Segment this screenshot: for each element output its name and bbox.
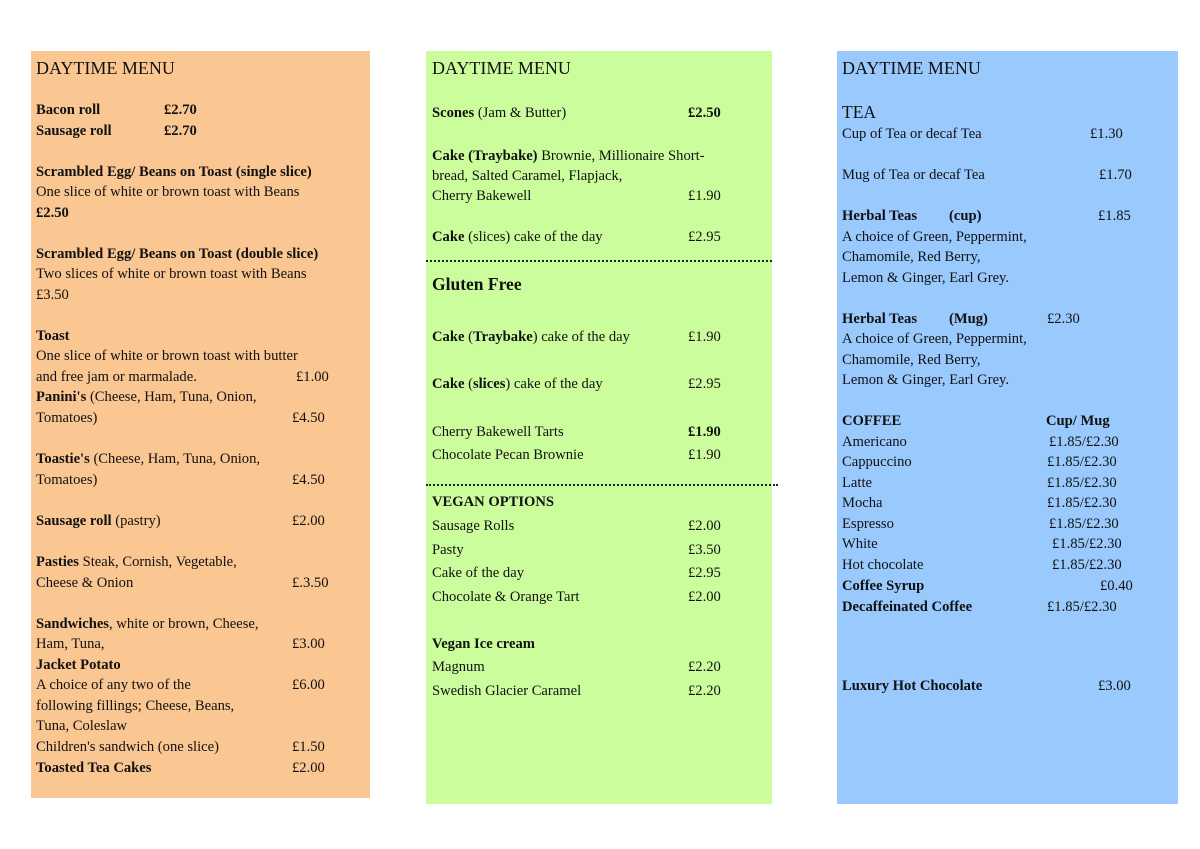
item-description: Lemon & Ginger, Earl Grey. [842, 372, 1010, 388]
item-price: £6.00 [292, 677, 325, 693]
item-price: £1.90 [688, 188, 721, 204]
item-price: £1.85/£2.30 [1052, 536, 1122, 552]
item-name: Luxury Hot Chocolate [842, 678, 983, 694]
item-name: Jacket Potato [36, 657, 121, 673]
list-item: Cappuccino [842, 454, 912, 470]
item-price: £1.90 [688, 329, 721, 345]
item-price: £2.95 [688, 376, 721, 392]
item-description: Two slices of white or brown toast with Beans [36, 266, 307, 282]
item-price: £2.00 [688, 518, 721, 534]
item-price: £2.20 [688, 659, 721, 675]
list-item: Espresso [842, 516, 894, 532]
item-price: £1.85/£2.30 [1052, 557, 1122, 573]
item-description: Tomatoes) [36, 472, 98, 488]
item-description: One slice of white or brown toast with butter [36, 348, 298, 364]
list-item: Cake of the day [432, 565, 524, 581]
item-description: Chamomile, Red Berry, [842, 249, 981, 265]
item-price: £2.00 [688, 589, 721, 605]
section-heading: Vegan Ice cream [432, 636, 535, 652]
item-price: £2.00 [292, 513, 325, 529]
list-item: Pasty [432, 542, 464, 558]
item-description: A choice of Green, Peppermint, [842, 331, 1027, 347]
item-name: Cherry Bakewell Tarts [432, 424, 564, 440]
section-heading: TEA [842, 102, 877, 122]
item-heading: Cake (Traybake) cake of the day [432, 329, 630, 345]
list-item: Magnum [432, 659, 485, 675]
item-price: £1.50 [292, 739, 325, 755]
item-price: £1.70 [1099, 167, 1132, 183]
section-heading: Gluten Free [432, 274, 522, 294]
item-name: Cup of Tea or decaf Tea [842, 126, 982, 142]
item-heading: Scrambled Egg/ Beans on Toast (double slice) [36, 246, 319, 262]
item-name: Chocolate Pecan Brownie [432, 447, 584, 463]
item-heading: Sandwiches, white or brown, Cheese, [36, 616, 259, 632]
item-name: Toast [36, 328, 70, 344]
item-heading: Cake (slices) cake of the day [432, 229, 603, 245]
item-description: bread, Salted Caramel, Flapjack, [432, 168, 623, 184]
item-name: Decaffeinated Coffee [842, 599, 973, 615]
item-price: £0.40 [1100, 578, 1133, 594]
item-price: £1.90 [688, 424, 721, 440]
item-heading: Panini's (Cheese, Ham, Tuna, Onion, [36, 389, 257, 405]
item-price: £1.85/£2.30 [1047, 599, 1117, 615]
item-description: Lemon & Ginger, Earl Grey. [842, 270, 1010, 286]
list-item: Sausage Rolls [432, 518, 515, 534]
list-item: White [842, 536, 878, 552]
item-heading: Toastie's (Cheese, Ham, Tuna, Onion, [36, 451, 261, 467]
section-divider [426, 260, 772, 262]
item-price: £2.50 [36, 205, 69, 221]
item-heading: Sausage roll (pastry) [36, 513, 161, 529]
item-price: £1.85 [1098, 208, 1131, 224]
item-heading: Scones (Jam & Butter) [432, 105, 567, 121]
item-description: A choice of any two of the [36, 677, 191, 693]
item-size: (Mug) [949, 311, 988, 327]
section-divider [426, 484, 778, 486]
item-price: £2.70 [164, 123, 197, 139]
item-price: £1.30 [1090, 126, 1123, 142]
item-price: £2.95 [688, 229, 721, 245]
section-heading: COFFEE [842, 413, 902, 429]
list-item: Hot chocolate [842, 557, 924, 573]
item-price: £2.00 [292, 760, 325, 776]
item-size: (cup) [949, 208, 982, 224]
item-price: £1.85/£2.30 [1047, 475, 1117, 491]
item-price: £2.20 [688, 683, 721, 699]
item-heading: Cake (slices) cake of the day [432, 376, 603, 392]
item-price: £3.00 [1098, 678, 1131, 694]
item-name: Sausage roll [36, 123, 112, 139]
item-description: One slice of white or brown toast with Beans [36, 184, 300, 200]
item-description: Tuna, Coleslaw [36, 718, 128, 734]
item-price: £.3.50 [292, 575, 329, 591]
column-title: DAYTIME MENU [842, 58, 981, 78]
item-price: £2.95 [688, 565, 721, 581]
item-heading: Scrambled Egg/ Beans on Toast (single slice) [36, 164, 312, 180]
item-description: Tomatoes) [36, 410, 98, 426]
item-price: £3.50 [36, 287, 69, 303]
list-item: Chocolate & Orange Tart [432, 589, 580, 605]
section-heading: VEGAN OPTIONS [432, 494, 555, 510]
item-name: Toasted Tea Cakes [36, 760, 152, 776]
item-description: Ham, Tuna, [36, 636, 105, 652]
list-item: Mocha [842, 495, 883, 511]
item-name: Herbal Teas [842, 208, 918, 224]
item-price: £1.00 [296, 369, 329, 385]
item-price: £2.70 [164, 102, 197, 118]
item-heading: Cake (Traybake) Brownie, Millionaire Short- [432, 148, 705, 164]
item-price: £4.50 [292, 472, 325, 488]
column-title: DAYTIME MENU [36, 58, 175, 78]
item-price: £1.90 [688, 447, 721, 463]
list-item: Americano [842, 434, 907, 450]
item-price: £1.85/£2.30 [1047, 454, 1117, 470]
item-name: Coffee Syrup [842, 578, 925, 594]
item-price: £2.50 [688, 105, 721, 121]
item-price: £1.85/£2.30 [1047, 495, 1117, 511]
item-description: Chamomile, Red Berry, [842, 352, 981, 368]
item-description: and free jam or marmalade. [36, 369, 197, 385]
item-description: Cheese & Onion [36, 575, 134, 591]
item-price: £1.85/£2.30 [1049, 434, 1119, 450]
item-name: Herbal Teas [842, 311, 918, 327]
column-subheading: Cup/ Mug [1046, 413, 1110, 429]
item-name: Mug of Tea or decaf Tea [842, 167, 985, 183]
item-heading: Pasties Steak, Cornish, Vegetable, [36, 554, 237, 570]
item-price: £3.50 [688, 542, 721, 558]
list-item: Latte [842, 475, 872, 491]
item-price: £1.85/£2.30 [1049, 516, 1119, 532]
item-price: £4.50 [292, 410, 325, 426]
item-name: Bacon roll [36, 102, 101, 118]
item-description: following fillings; Cheese, Beans, [36, 698, 235, 714]
item-price: £2.30 [1047, 311, 1080, 327]
list-item: Swedish Glacier Caramel [432, 683, 582, 699]
item-description: A choice of Green, Peppermint, [842, 229, 1027, 245]
item-name: Children's sandwich (one slice) [36, 739, 219, 755]
item-description: Cherry Bakewell [432, 188, 532, 204]
item-price: £3.00 [292, 636, 325, 652]
column-title: DAYTIME MENU [432, 58, 571, 78]
